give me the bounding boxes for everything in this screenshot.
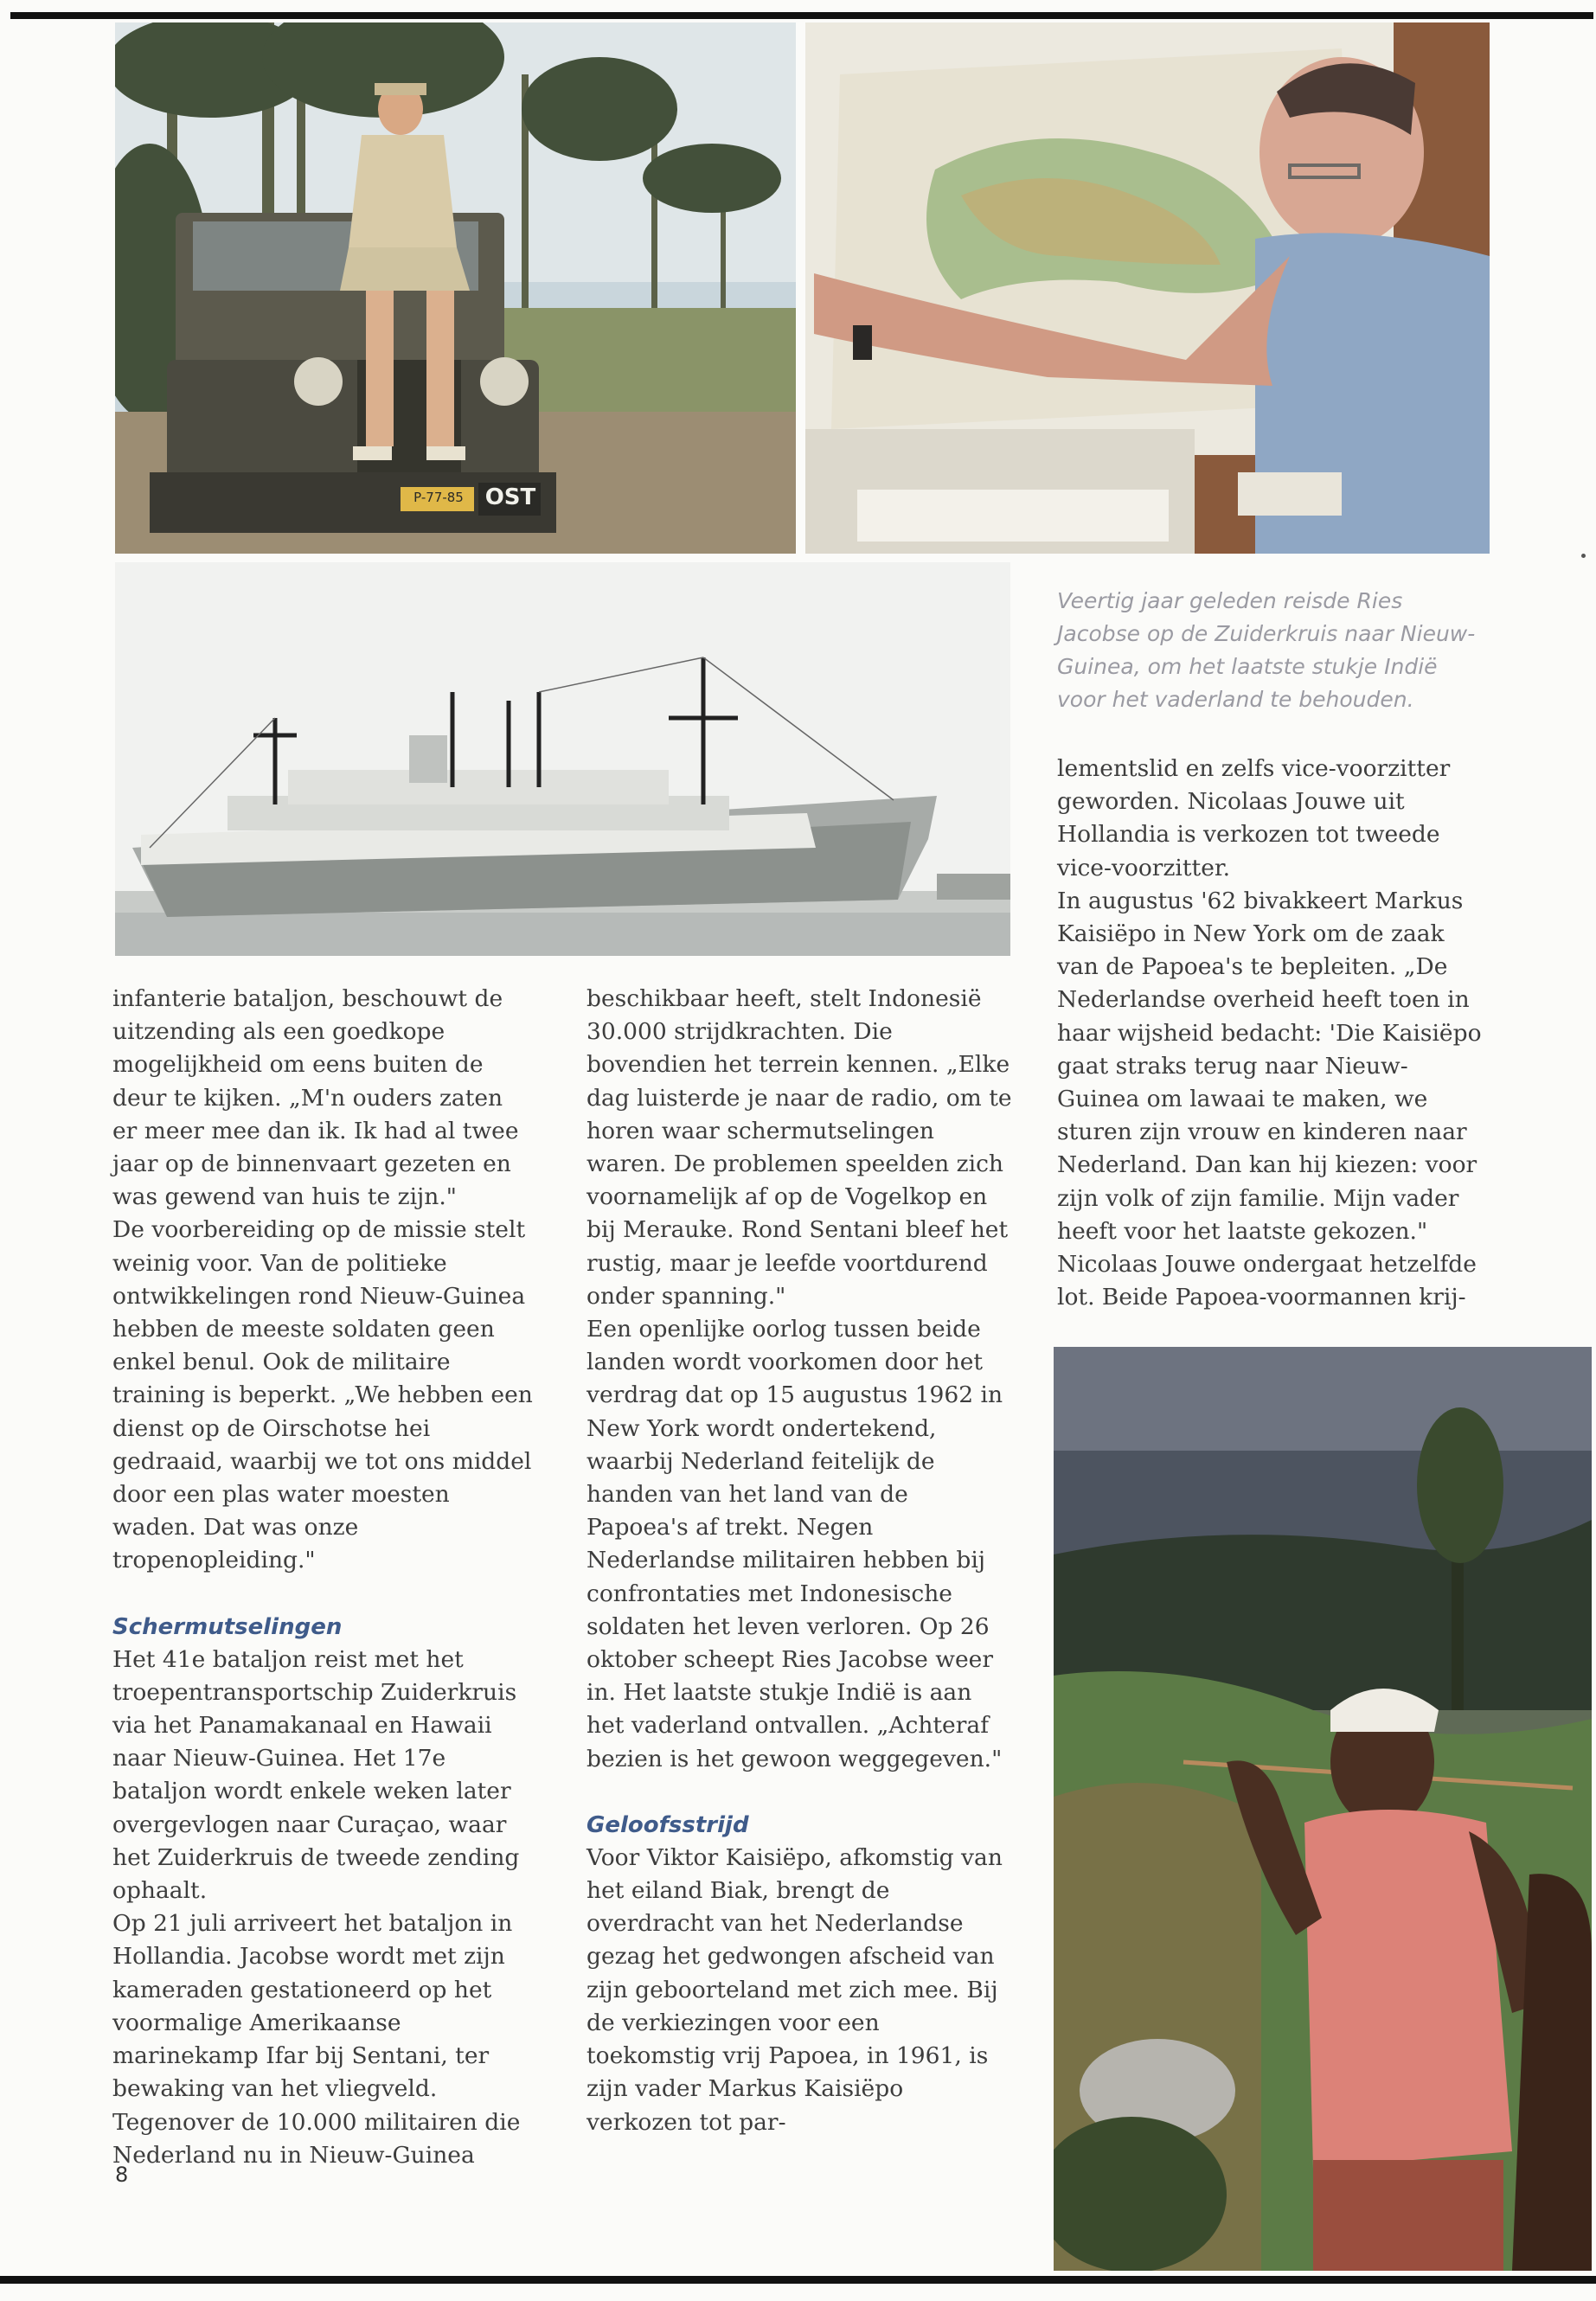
middle-paragraph-2: Een openlijke oorlog tussen beide landen wordt voorkomen door het verdrag dat op 15 augustus 1962 in New York wordt ondertekend, waarbij Nederland feitelijk de handen van het land van de Papoea's af trekt. Negen Nederlandse militairen hebben bij confrontaties met Indonesische soldaten het leven verloren. Op 26 oktober scheept Ries Jacobse weer in. Het laatste stukje Indië is aan het vaderland ontvallen. „Achteraf bezien is het gewoon weggegeven.": [586, 1316, 1003, 1772]
spacer: [112, 1578, 533, 1611]
left-paragraph-1: infanterie bataljon, beschouwt de uitzending als een goedkope mogelijkheid om eens buiten de deur te kijken. „M'n ouders zaten er meer mee dan ik. Ik had al twee jaar op de binnenvaart gezeten en was gewend van huis te zijn.": [112, 985, 519, 1211]
right-paragraph-3: Nicolaas Jouwe ondergaat hetzelfde lot. Beide Papoea-voormannen krij-: [1057, 1251, 1477, 1311]
text-column-right: [1057, 753, 1486, 1314]
left-paragraph-5: Tegenover de 10.000 militairen die Nederland nu in Nieuw-Guinea: [112, 2108, 521, 2169]
left-paragraph-3: Het 41e bataljon reist met het troepentransportschip Zuiderkruis via het Panamakanaal en Hawaii naar Nieuw-Guinea. Het 17e bataljon wordt enkele weken later overgevlogen naar Curaçao, waar het Zuiderkruis de tweede zending ophaalt.: [112, 1645, 520, 1905]
middle-paragraph-3: Voor Viktor Kaisiëpo, afkomstig van het eiland Biak, brengt de overdracht van het Nederlandse gezag het gedwongen afscheid van zijn geboorteland met zich mee. Bij de verkiezingen voor een toekomstig vrij Papoea, in 1961, is zijn vader Markus Kaisiëpo verkozen tot par-: [586, 1843, 1003, 2136]
margin-dot: [1581, 554, 1586, 558]
text-column-middle: [586, 983, 1012, 2139]
top-rule: [10, 12, 1593, 19]
heading-schermutselingen: Schermutselingen: [112, 1613, 343, 1640]
bottom-rule: [0, 2276, 1596, 2284]
text-column-left: [112, 983, 533, 2172]
left-paragraph-4: Op 21 juli arriveert het bataljon in Hollandia. Jacobse wordt met zijn kameraden gestationeerd op het voormalige Amerikaanse marinekamp Ifar bij Sentani, ter bewaking van het vliegveld.: [112, 1910, 513, 2103]
left-paragraph-2: De voorbereiding op de missie stelt weinig voor. Van de politieke ontwikkelingen rond Nieuw-Guinea hebben de meeste soldaten geen enkel benul. Ook de militaire training is beperkt. „We hebben een dienst op de Oirschotse hei gedraaid, waarbij we tot ons middel door een plas water moesten waden. Dat was onze tropenopleiding.": [112, 1216, 533, 1574]
jeep-license-plate: P-77-85: [413, 490, 464, 505]
spacer: [586, 1776, 1012, 1809]
page-number: 8: [115, 2163, 129, 2187]
photo-soldier-on-jeep: [115, 22, 796, 554]
heading-geloofsstrijd: Geloofsstrijd: [586, 1811, 749, 1838]
right-paragraph-2: In augustus '62 bivakkeert Markus Kaisiëpo in New York om de zaak van de Papoea's te bepleiten. „De Nederlandse overheid heeft toen in haar wijsheid bedacht: 'Die Kaisiëpo gaat straks terug naar Nieuw-Guinea om lawaai te maken, we sturen zijn vrouw en kinderen naar Nederland. Dan kan hij kiezen: voor zijn volk of zijn familie. Mijn vader heeft voor het laatste gekozen.": [1057, 887, 1482, 1245]
jeep-sign: OST: [484, 484, 536, 510]
right-paragraph-1: lementslid en zelfs vice-voorzitter geworden. Nicolaas Jouwe uit Hollandia is verkozen tot tweede vice-voorzitter.: [1057, 755, 1451, 881]
photo-papuan-man: [1054, 1347, 1592, 2271]
photo-ship-zuiderkruis: [115, 562, 1010, 956]
photo-man-with-map: [805, 22, 1490, 554]
photo-caption: Veertig jaar geleden reisde Ries Jacobse op de Zuiderkruis naar Nieuw-Guinea, om het laatste stukje Indië voor het vaderland te behouden.: [1057, 588, 1476, 712]
middle-paragraph-1: beschikbaar heeft, stelt Indonesië 30.000 strijdkrachten. Die bovendien het terrein kennen. „Elke dag luisterde je naar de radio, om te horen waar schermutselingen waren. De problemen speelden zich voornamelijk af op de Vogelkop en bij Merauke. Rond Sentani bleef het rustig, maar je leefde voortdurend onder spanning.": [586, 985, 1012, 1310]
